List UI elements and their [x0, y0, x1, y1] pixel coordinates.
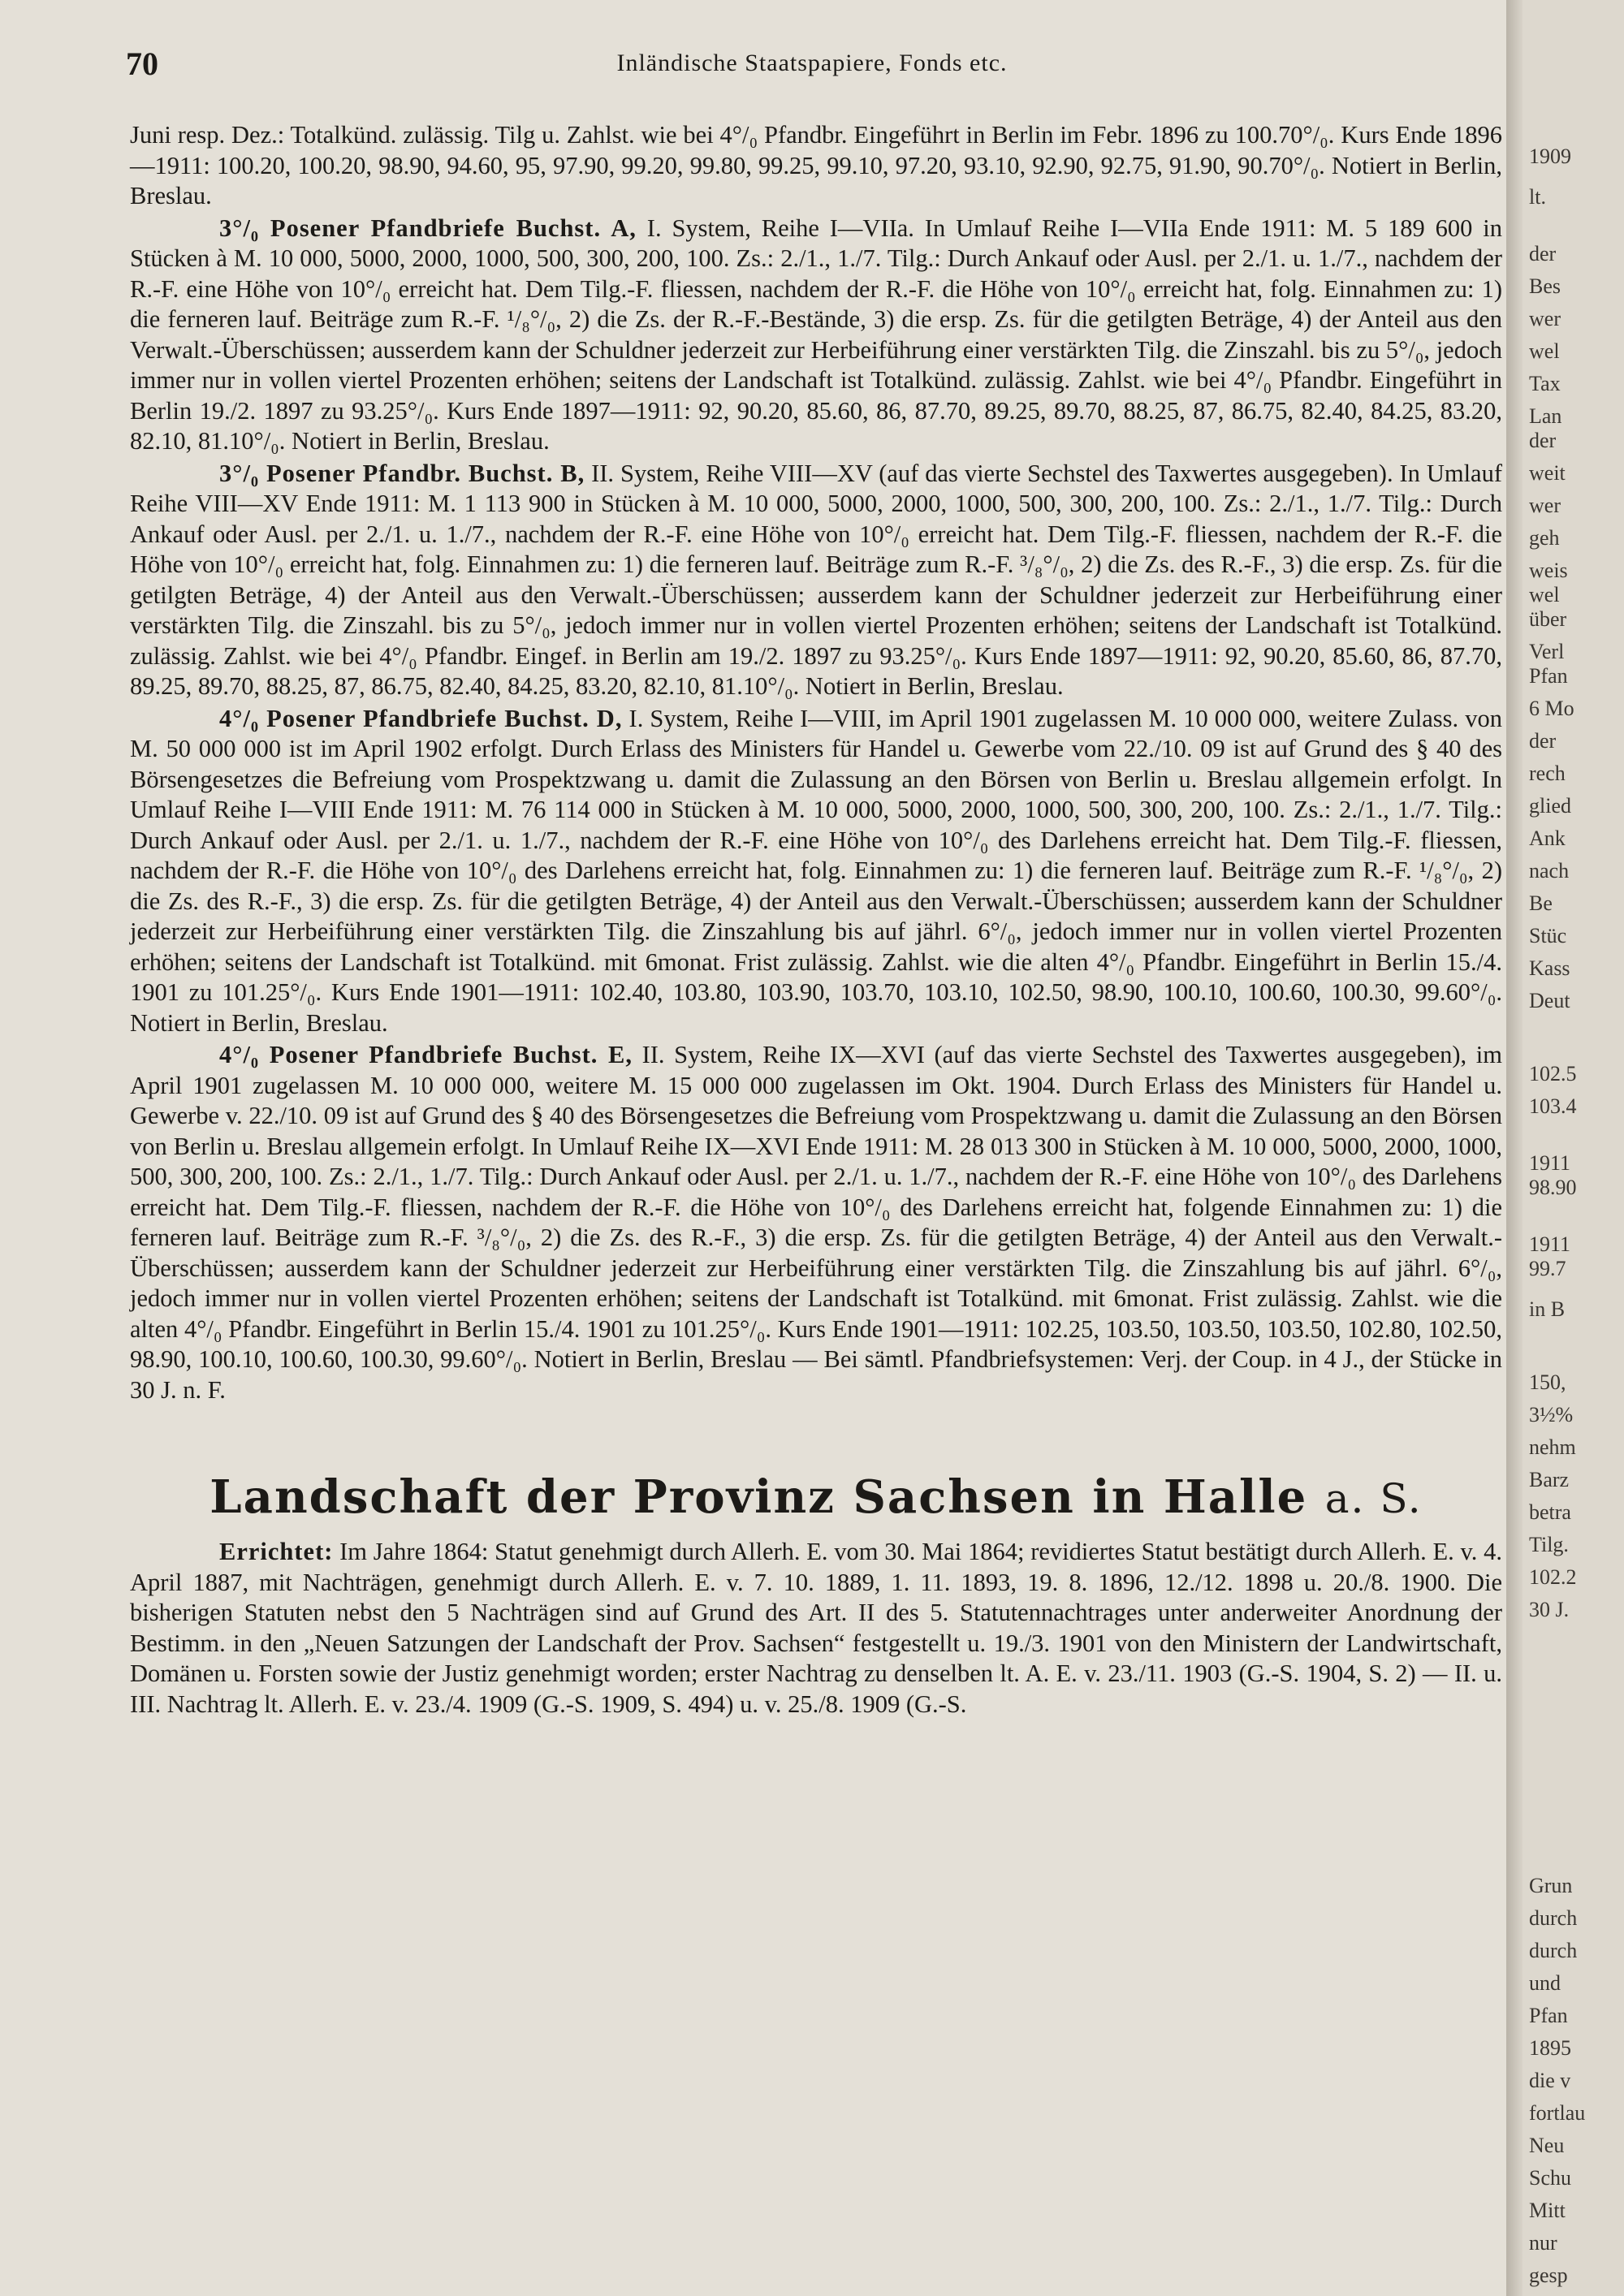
adjacent-page-fragment: 103.4	[1529, 1094, 1577, 1118]
adjacent-page-edge	[1522, 0, 1624, 2296]
adjacent-page-fragment: Neu	[1529, 2134, 1565, 2157]
adjacent-page-fragment: über	[1529, 607, 1567, 631]
adjacent-page-fragment: 99.7	[1529, 1257, 1566, 1280]
adjacent-page-fragment: 1895	[1529, 2036, 1571, 2060]
entry-text: I. System, Reihe I—VIIa. In Umlauf Reihe I—VIIa Ende 1911: M. 5 189 600 in Stücken à M. 10 000, 5000, 2000, 1000, 500, 300, 200, 100. Zs.: 2./1., 1./7. Tilg.: Durch Ankauf oder Ausl. per 2./1. u. 1./7., nachdem der R.-F. eine Höhe von 10°/₀ erreicht hat. Dem Tilg.-F. fliessen, nachdem der R.-F. die Höhe von 10°/₀ erreicht hat, folg. Einnahmen zu: 1) die ferneren lauf. Beiträge zum R.-F. ¹/₈°/₀, 2) die Zs. der R.-F.-Bestände, 3) die ersp. Zs. für die getilgten Beträge, 4) der Anteil aus den Verwalt.-Überschüssen; ausserdem kann der Schuldner jederzeit zur Herbeiführung einer verstärkten Tilg. die Zinszahl. bis zu 5°/₀, jedoch immer nur in vollen viertel Prozenten erhöhen; seitens der Landschaft ist Totalkünd. zulässig. Zahlst. wie bei 4°/₀ Pfandbr. Eingeführt in Berlin 19./2. 1897 zu 93.25°/₀. Kurs Ende 1897—1911: 92, 90.20, 85.60, 86, 87.70, 89.25, 89.70, 88.25, 87, 86.75, 82.40, 84.25, 83.20, 82.10, 81.10°/₀. Notiert in Berlin, Breslau.	[130, 214, 1502, 455]
adjacent-page-fragment: der	[1529, 429, 1557, 452]
adjacent-page-fragment: 98.90	[1529, 1176, 1577, 1199]
adjacent-page-fragment: weis	[1529, 559, 1568, 582]
adjacent-page-fragment: gesp	[1529, 2264, 1568, 2287]
adjacent-page-fragment: Ank	[1529, 826, 1566, 850]
adjacent-page-fragment: Barz	[1529, 1468, 1570, 1491]
paragraph-text: Juni resp. Dez.: Totalkünd. zulässig. Tilg u. Zahlst. wie bei 4°/₀ Pfandbr. Eingeführt in Berlin im Febr. 1896 zu 100.70°/₀. Kurs Ende 1896—1911: 100.20, 100.20, 98.90, 94.60, 95, 97.90, 99.20, 99.80, 99.25, 99.10, 97.20, 93.10, 92.90, 92.75, 91.90, 90.70°/₀. Notiert in Berlin, Breslau.	[130, 121, 1502, 209]
adjacent-page-fragment: Tax	[1529, 372, 1561, 395]
entry-posener-pfandbriefe-b	[130, 459, 1502, 702]
entry-title: 3°/₀ Posener Pfandbriefe Buchst. A,	[219, 214, 637, 242]
entry-text: II. System, Reihe IX—XVI (auf das vierte Sechstel des Taxwertes ausgegeben), im April 1901 zugelassen M. 10 000 000, weitere M. 15 000 000 zugelassen im Okt. 1904. Durch Erlass des Ministers für Handel u. Gewerbe v. 22./10. 09 ist auf Grund des § 40 des Börsengesetzes die Befreiung vom Prospektzwang u. damit die Zulassung an den Börsen von Berlin u. Breslau allgemein erfolgt. In Umlauf Reihe IX—XVI Ende 1911: M. 28 013 300 in Stücken à M. 10 000, 5000, 2000, 1000, 500, 300, 200, 100. Zs.: 2./1., 1./7. Tilg.: Durch Ankauf oder Ausl. per 2./1. u. 1./7., nachdem der R.-F. eine Höhe von 10°/₀ des Darlehens erreicht hat. Dem Tilg.-F. fliessen, nachdem der R.-F. die Höhe von 10°/₀ des Darlehens erreicht hat, folgende Einnahmen zu: 1) die ferneren lauf. Beiträge zum R.-F. ³/₈°/₀, 2) die Zs. des R.-F., 3) die ersp. Zs. für die getilgten Beträge, 4) der Anteil aus den Verwalt.-Überschüssen; ausserdem kann der Schuldner jederzeit zur Herbeiführung einer verstärkten Tilg. die Zinszahlung bis auf jährl. 6°/₀, jedoch immer nur in vollen viertel Prozenten erhöhen; seitens der Landschaft ist Totalkünd. mit 6monat. Frist zulässig. Zahlst. wie die alten 4°/₀ Pfandbr. Eingeführt in Berlin 15./4. 1901 zu 101.25°/₀. Kurs Ende 1901—1911: 102.25, 103.50, 103.50, 103.50, 102.80, 102.50, 98.90, 100.10, 100.60, 100.30, 99.60°/₀. Notiert in Berlin, Breslau — Bei sämtl. Pfandbriefsystemen: Verj. der Coup. in 4 J., der Stücke in 30 J. n. F.	[130, 1041, 1502, 1404]
entry-posener-pfandbriefe-d	[130, 704, 1502, 1039]
section-heading-text: Landschaft der Provinz Sachsen in Halle	[209, 1470, 1308, 1524]
adjacent-page-fragment: in B	[1529, 1297, 1566, 1321]
adjacent-page-fragment: 30 J.	[1529, 1598, 1570, 1621]
adjacent-page-fragment: der	[1529, 729, 1557, 753]
adjacent-page-fragment: geh	[1529, 526, 1560, 550]
page-header	[126, 45, 1498, 85]
entry-text: II. System, Reihe VIII—XV (auf das vierte Sechstel des Taxwertes ausgegeben). In Umlauf Reihe VIII—XV Ende 1911: M. 1 113 900 in Stücken à M. 10 000, 5000, 2000, 1000, 500, 300, 200, 100. Zs.: 2./1., 1./7. Tilg.: Durch Ankauf oder Ausl. per 2./1. u. 1./7., nachdem der R.-F. eine Höhe von 10°/₀ erreicht hat. Dem Tilg.-F. fliessen, nachdem der R.-F. die Höhe von 10°/₀ erreicht hat, folg. Einnahmen zu: 1) die ferneren lauf. Beiträge zum R.-F. ³/₈°/₀, 2) die Zs. des R.-F., 3) die ersp. Zs. für die getilgten Beträge, 4) der Anteil aus den Verwalt.-Überschüssen; ausserdem kann der Schuldner jederzeit zur Herbeiführung einer verstärkten Tilg. die Zinszahl. bis zu 5°/₀, jedoch immer nur in vollen viertel Prozenten erhöhen; seitens der Landschaft ist Totalkünd. zulässig. Zahlst. wie bei 4°/₀ Pfandbr. Eingef. in Berlin am 19./2. 1897 zu 93.25°/₀. Kurs Ende 1897—1911: 92, 90.20, 85.60, 86, 87.70, 89.25, 89.70, 88.25, 87, 86.75, 82.40, 84.25, 83.20, 82.10, 81.10°/₀. Notiert in Berlin, Breslau.	[130, 459, 1502, 700]
adjacent-page-fragment: Grun	[1529, 1874, 1573, 1897]
adjacent-page-fragment: rech	[1529, 762, 1566, 785]
adjacent-page-fragment: der	[1529, 242, 1557, 265]
adjacent-page-fragment: 1911	[1529, 1151, 1571, 1175]
entry-posener-pfandbriefe-e	[130, 1040, 1502, 1405]
adjacent-page-fragment: die v	[1529, 2069, 1571, 2092]
adjacent-page-fragment: durch	[1529, 1906, 1578, 1930]
entry-title: 4°/₀ Posener Pfandbriefe Buchst. E,	[219, 1041, 633, 1068]
entry-title: 3°/₀ Posener Pfandbr. Buchst. B,	[219, 459, 585, 487]
adjacent-page-fragment: und	[1529, 1971, 1561, 1995]
page-number: 70	[126, 45, 158, 82]
adjacent-page-fragment: 102.5	[1529, 1062, 1577, 1085]
adjacent-page-fragment: wer	[1529, 307, 1561, 330]
adjacent-page-fragment: Mitt	[1529, 2199, 1566, 2222]
section-heading-suffix: a. S.	[1324, 1475, 1423, 1522]
adjacent-page-fragment: nur	[1529, 2231, 1557, 2255]
adjacent-page-fragment: 3½%	[1529, 1403, 1574, 1426]
section-paragraph	[130, 1537, 1502, 1720]
adjacent-page-fragment: Schu	[1529, 2166, 1571, 2190]
adjacent-page-fragment: 6 Mo	[1529, 697, 1574, 720]
adjacent-page-fragment: lt.	[1529, 185, 1546, 209]
adjacent-page-fragment: 102.2	[1529, 1565, 1577, 1589]
adjacent-page-fragment: Kass	[1529, 956, 1570, 980]
adjacent-page-fragment: Tilg.	[1529, 1533, 1569, 1556]
section-lead-label: Errichtet:	[219, 1538, 334, 1565]
adjacent-page-fragment: nehm	[1529, 1435, 1576, 1459]
adjacent-page-fragment: 1909	[1529, 145, 1571, 168]
adjacent-page-fragment: Bes	[1529, 274, 1561, 298]
adjacent-page-fragment: Verl	[1529, 640, 1565, 663]
paragraph-continuation	[130, 120, 1502, 212]
running-title: Inländische Staatspapiere, Fonds etc.	[616, 50, 1008, 76]
adjacent-page-fragment: wer	[1529, 494, 1561, 517]
adjacent-page-fragment: Lan	[1529, 404, 1562, 428]
section-text: Im Jahre 1864: Statut genehmigt durch Allerh. E. vom 30. Mai 1864; revidiertes Statut bestätigt durch Allerh. E. v. 4. April 1887, mit Nachträgen, genehmigt durch Allerh. E. v. 7. 10. 1889, 1. 11. 1893, 19. 8. 1896, 12./12. 1898 u. 20./8. 1900. Die bisherigen Statuten nebst den 5 Nachträgen sind auf Grund des Art. II des 5. Statutennachtrages unter anderweiter Anordnung der Bestimm. in den „Neuen Satzungen der Landschaft der Prov. Sachsen“ festgestellt u. 19./3. 1901 von den Ministern der Landwirtschaft, Domänen u. Forsten sowie der Justiz genehmigt worden; erster Nachtrag zu denselben lt. A. E. v. 23./11. 1903 (G.-S. 1904, S. 2) — II. u. III. Nachtrag lt. Allerh. E. v. 23./4. 1909 (G.-S. 1909, S. 494) u. v. 25./8. 1909 (G.-S.	[130, 1538, 1502, 1718]
body-text	[130, 120, 1502, 1721]
adjacent-page-fragment: 150,	[1529, 1370, 1566, 1394]
adjacent-page-fragment: wel	[1529, 583, 1560, 606]
adjacent-page-fragment: betra	[1529, 1500, 1571, 1524]
section-heading	[130, 1469, 1502, 1527]
adjacent-page-fragment: Pfan	[1529, 664, 1568, 688]
adjacent-page-fragment: fortlau	[1529, 2101, 1586, 2125]
adjacent-page-fragment: Stüc	[1529, 924, 1567, 947]
adjacent-page-fragment: weit	[1529, 461, 1566, 485]
adjacent-page-fragment: Pfan	[1529, 2004, 1568, 2027]
adjacent-page-fragment: nach	[1529, 859, 1570, 883]
adjacent-page-fragment: durch	[1529, 1939, 1578, 1962]
adjacent-page-fragment: wel	[1529, 339, 1560, 363]
adjacent-page-fragment: Be	[1529, 891, 1553, 915]
adjacent-page-fragment: Deut	[1529, 989, 1570, 1012]
adjacent-page-fragment: glied	[1529, 794, 1571, 818]
entry-title: 4°/₀ Posener Pfandbriefe Buchst. D,	[219, 704, 623, 732]
entry-text: I. System, Reihe I—VIII, im April 1901 zugelassen M. 10 000 000, weitere Zulass. von M. 50 000 000 ist im April 1902 erfolgt. Durch Erlass des Ministers für Handel u. Gewerbe vom 22./10. 09 ist auf Grund des § 40 des Börsengesetzes die Befreiung vom Prospektzwang u. damit die Zulassung an den Börsen von Berlin u. Breslau allgemein erfolgt. In Umlauf Reihe I—VIII Ende 1911: M. 76 114 000 in Stücken à M. 10 000, 5000, 2000, 1000, 500, 300, 200, 100. Zs.: 2./1., 1./7. Tilg.: Durch Ankauf oder Ausl. per 2./1. u. 1./7., nachdem der R.-F. eine Höhe von 10°/₀ des Darlehens erreicht hat. Dem Tilg.-F. fliessen, nachdem der R.-F. die Höhe von 10°/₀ des Darlehens erreicht hat, folg. Einnahmen zu: 1) die ferneren lauf. Beiträge zum R.-F. ¹/₈°/₀, 2) die Zs. des R.-F., 3) die ersp. Zs. für die getilgten Beträge, 4) der Anteil aus den Verwalt.-Überschüssen; ausserdem kann der Schuldner jederzeit zur Herbeiführung einer verstärkten Tilg. die Zinszahlung bis auf jährl. 6°/₀, jedoch immer nur in vollen viertel Prozenten erhöhen; seitens der Landschaft ist Totalkünd. mit 6monat. Frist zulässig. Zahlst. wie die alten 4°/₀ Pfandbr. Eingeführt in Berlin 15./4. 1901 zu 101.25°/₀. Kurs Ende 1901—1911: 102.40, 103.80, 103.90, 103.70, 103.10, 102.50, 98.90, 100.10, 100.60, 100.30, 99.60°/₀. Notiert in Berlin, Breslau.	[130, 704, 1502, 1037]
book-gutter	[1506, 0, 1522, 2296]
adjacent-page-fragment: 1911	[1529, 1232, 1571, 1256]
entry-posener-pfandbriefe-a	[130, 214, 1502, 457]
